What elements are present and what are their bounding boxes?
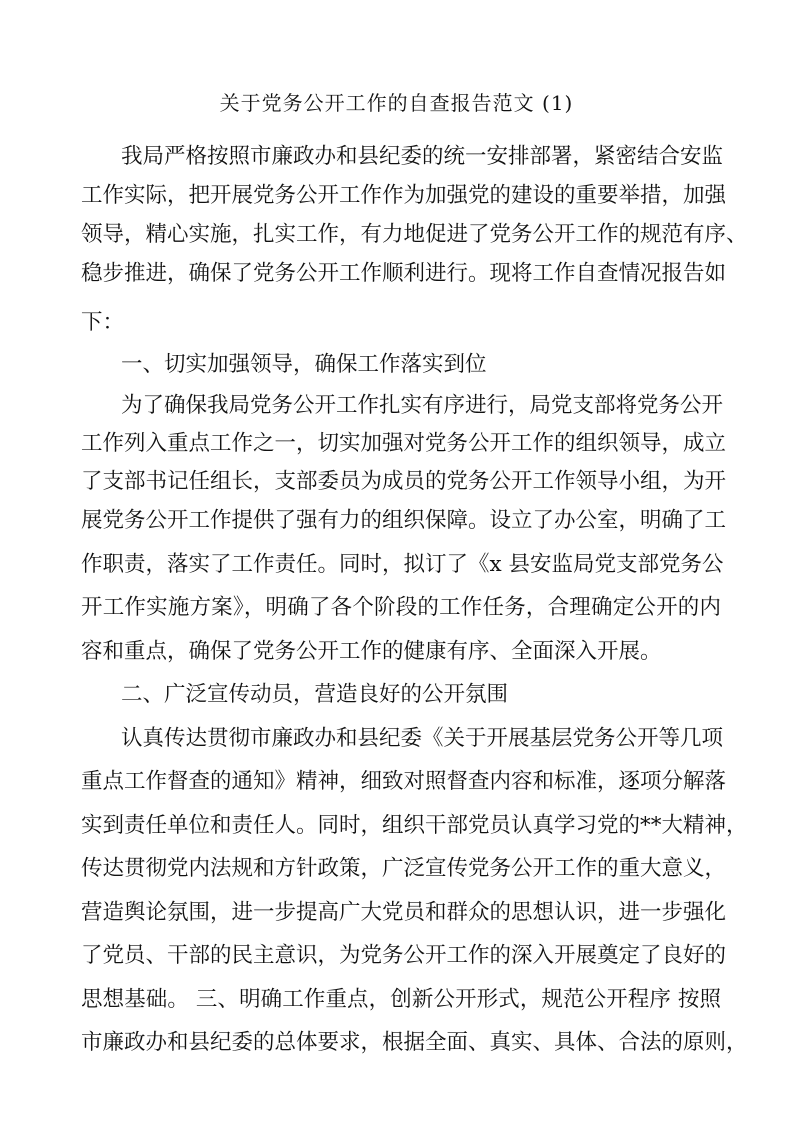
document-title: 关于党务公开工作的自查报告范文 (1) xyxy=(219,91,574,115)
paragraph-line: 我局严格按照市廉政办和县纪委的统一安排部署，紧密结合安监 xyxy=(121,144,724,169)
section-heading: 二、广泛宣传动员，营造良好的公开氛围 xyxy=(121,682,509,707)
paragraph-line: 重点工作督查的通知》精神，细致对照督查内容和标准，逐项分解落 xyxy=(81,769,727,794)
paragraph-line: 实到责任单位和责任人。同时，组织干部党员认真学习党的**大精神， xyxy=(81,813,748,838)
paragraph-line: 工作实际，把开展党务公开工作作为加强党的建设的重要举措，加强 xyxy=(81,183,727,208)
paragraph-line: 为了确保我局党务公开工作扎实有序进行，局党支部将党务公开 xyxy=(121,393,724,418)
paragraph-line: 领导，精心实施，扎实工作，有力地促进了党务公开工作的规范有序、 xyxy=(81,222,748,247)
paragraph-line: 工作列入重点工作之一，切实加强对党务公开工作的组织领导，成立 xyxy=(81,431,727,456)
paragraph-line: 容和重点，确保了党务公开工作的健康有序、全面深入开展。 xyxy=(81,639,662,664)
paragraph-line: 认真传达贯彻市廉政办和县纪委《关于开展基层党务公开等几项 xyxy=(121,726,724,751)
paragraph-line: 展党务公开工作提供了强有力的组织保障。设立了办公室，明确了工 xyxy=(81,508,727,533)
paragraph-line: 下： xyxy=(81,310,125,335)
paragraph-line: 稳步推进，确保了党务公开工作顺利进行。现将工作自查情况报告如 xyxy=(81,261,727,286)
paragraph-line: 市廉政办和县纪委的总体要求，根据全面、真实、具体、合法的原则， xyxy=(81,1030,748,1055)
paragraph-line: 营造舆论氛围，进一步提高广大党员和群众的思想认识，进一步强化 xyxy=(81,900,727,925)
paragraph-line: 思想基础。 三、明确工作重点，创新公开形式，规范公开程序 按照 xyxy=(81,987,721,1012)
paragraph-line: 作职责，落实了工作责任。同时，拟订了《x 县安监局党支部党务公 xyxy=(81,552,724,577)
paragraph-line: 传达贯彻党内法规和方针政策，广泛宣传党务公开工作的重大意义， xyxy=(81,856,727,881)
paragraph-line: 开工作实施方案》，明确了各个阶段的工作任务，合理确定公开的内 xyxy=(81,595,721,620)
paragraph-line: 了党员、干部的民主意识，为党务公开工作的深入开展奠定了良好的 xyxy=(81,943,727,968)
section-heading: 一、切实加强领导，确保工作落实到位 xyxy=(121,352,487,377)
paragraph-line: 了支部书记任组长，支部委员为成员的党务公开工作领导小组，为开 xyxy=(81,469,727,494)
